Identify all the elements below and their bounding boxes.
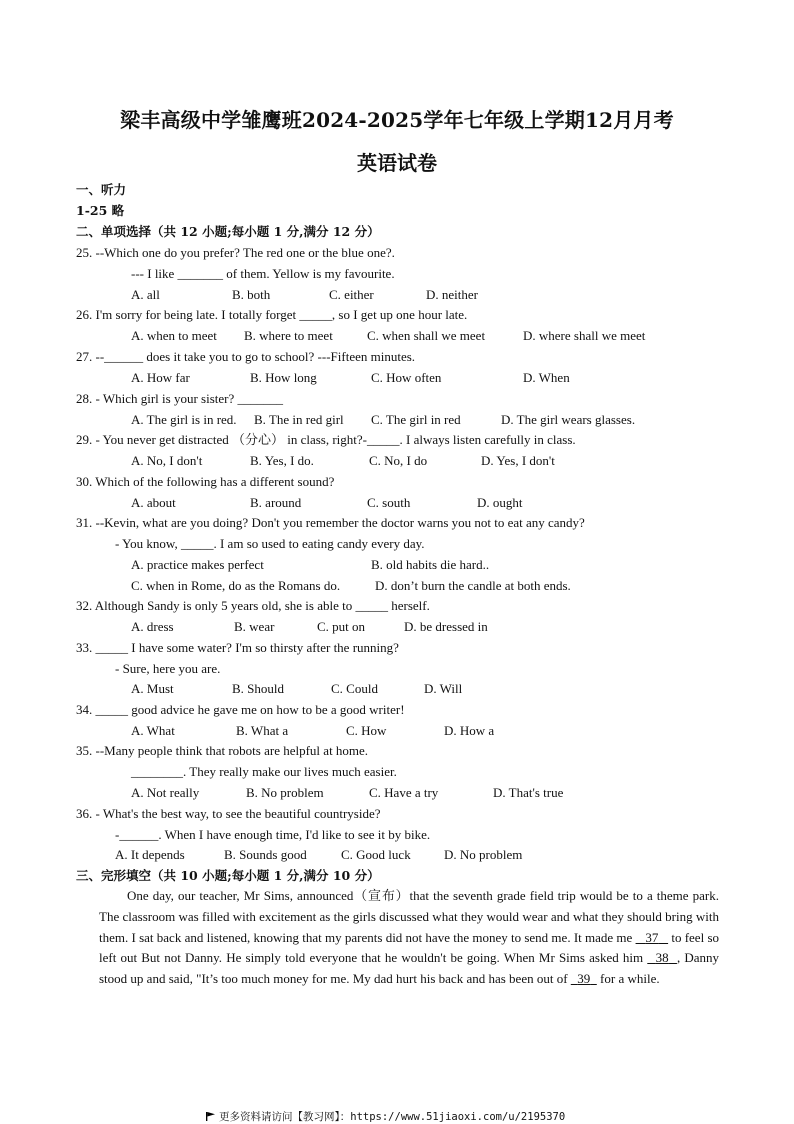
flag-icon bbox=[206, 1112, 215, 1121]
section1-heading: 一、听力 bbox=[76, 182, 127, 197]
question-29-option-a: A. No, I don't bbox=[131, 453, 203, 468]
question-36-option-d: D. No problem bbox=[444, 847, 523, 862]
question-25-option-d: D. neither bbox=[426, 287, 478, 302]
question-32-option-c: C. put on bbox=[317, 619, 366, 634]
question-30-option-d: D. ought bbox=[477, 495, 523, 510]
question-25-option-a: A. all bbox=[131, 287, 160, 302]
cloze-text-2: to feel so left out But not Danny. He simply told everyone that he wouldn't be going. When Mr Sims asked him bbox=[99, 929, 720, 966]
question-32-stem: 32. Although Sandy is only 5 years old, she is able to _____ herself. bbox=[76, 598, 430, 613]
question-32-option-a: A. dress bbox=[131, 619, 174, 634]
question-35-option-a: A. Not really bbox=[131, 785, 200, 800]
question-33-option-c: C. Could bbox=[331, 681, 378, 696]
question-31-option-c: C. when in Rome, do as the Romans do. bbox=[131, 578, 341, 593]
question-27-stem: 27. --______ does it take you to go to school? ---Fifteen minutes. bbox=[76, 349, 416, 364]
question-27-option-a: A. How far bbox=[131, 370, 190, 385]
question-34-option-a: A. What bbox=[131, 723, 175, 738]
question-36-option-b: B. Sounds good bbox=[224, 847, 307, 862]
question-33-option-d: D. Will bbox=[424, 681, 463, 696]
question-35-option-c: C. Have a try bbox=[369, 785, 439, 800]
question-26-option-b: B. where to meet bbox=[244, 328, 333, 343]
cloze-blank-38: 38 bbox=[655, 950, 669, 966]
question-30-option-a: A. about bbox=[131, 495, 176, 510]
exam-title: 梁丰高级中学雏鹰班2024-2025学年七年级上学期12月月考 bbox=[120, 108, 674, 132]
question-34-option-d: D. How a bbox=[444, 723, 495, 738]
question-26-option-a: A. when to meet bbox=[131, 328, 217, 343]
question-28-option-d: D. The girl wears glasses. bbox=[501, 412, 636, 427]
cloze-text-1: One day, our teacher, Mr Sims, announced（宣布）that the seventh grade field trip would be to a theme park. The classroom was filled with excitement as the girls discussed what they would wear and what they should bring with them. I sat back and listened, knowing that my parents did not have the money to send me. It made me bbox=[99, 888, 719, 945]
question-33-option-a: A. Must bbox=[131, 681, 174, 696]
question-36-reply: -______. When I have enough time, I'd like to see it by bike. bbox=[115, 827, 431, 842]
cloze-blank-37: 37 bbox=[645, 929, 659, 945]
footer-link[interactable] bbox=[206, 1109, 565, 1124]
question-30-option-b: B. around bbox=[250, 495, 302, 510]
question-28-option-b: B. The in red girl bbox=[254, 412, 344, 427]
exam-subtitle: 英语试卷 bbox=[357, 151, 437, 175]
question-31-stem: 31. --Kevin, what are you doing? Don't you remember the doctor warns you not to eat any candy? bbox=[76, 515, 585, 530]
section2-heading: 二、单项选择（共 12 小题;每小题 1 分,满分 12 分） bbox=[76, 224, 380, 239]
question-29-stem: 29. - You never get distracted （分心） in class, right?-_____. I always listen carefully in class. bbox=[76, 432, 576, 447]
question-32-option-d: D. be dressed in bbox=[404, 619, 488, 634]
question-35-option-b: B. No problem bbox=[246, 785, 324, 800]
question-26-option-c: C. when shall we meet bbox=[367, 328, 486, 343]
cloze-text-4: for a while. bbox=[596, 971, 660, 987]
question-26-stem: 26. I'm sorry for being late. I totally forget _____, so I get up one hour late. bbox=[76, 307, 468, 322]
cloze-paragraph bbox=[99, 886, 719, 990]
question-28-stem: 28. - Which girl is your sister? _______ bbox=[76, 391, 284, 406]
cloze-passage bbox=[99, 886, 719, 990]
question-32-option-b: B. wear bbox=[234, 619, 275, 634]
question-33-option-b: B. Should bbox=[232, 681, 285, 696]
question-25-stem: 25. --Which one do you prefer? The red one or the blue one?. bbox=[76, 245, 395, 260]
question-25-option-b: B. both bbox=[232, 287, 271, 302]
question-29-option-d: D. Yes, I don't bbox=[481, 453, 555, 468]
question-33-stem: 33. _____ I have some water? I'm so thirsty after the running? bbox=[76, 640, 399, 655]
question-36-stem: 36. - What's the best way, to see the beautiful countryside? bbox=[76, 806, 381, 821]
footer-text: 更多资料请访问【教习网】：https://www.51jiaoxi.com/u/2195370 bbox=[219, 1111, 566, 1123]
section1-note: 1-25 略 bbox=[76, 203, 125, 218]
question-26-option-d: D. where shall we meet bbox=[523, 328, 646, 343]
question-35-reply: ________. They really make our lives much easier. bbox=[131, 764, 397, 779]
question-36-option-a: A. It depends bbox=[115, 847, 185, 862]
question-31-reply: - You know, _____. I am so used to eating candy every day. bbox=[115, 536, 425, 551]
question-31-option-b: B. old habits die hard.. bbox=[371, 557, 490, 572]
question-36-option-c: C. Good luck bbox=[341, 847, 411, 862]
question-27-option-c: C. How often bbox=[371, 370, 442, 385]
question-34-stem: 34. _____ good advice he gave me on how to be a good writer! bbox=[76, 702, 405, 717]
question-35-stem: 35. --Many people think that robots are helpful at home. bbox=[76, 743, 369, 758]
question-28-option-a: A. The girl is in red. bbox=[131, 412, 237, 427]
question-35-option-d: D. That's true bbox=[493, 785, 564, 800]
question-28-option-c: C. The girl in red bbox=[371, 412, 461, 427]
question-31-option-a: A. practice makes perfect bbox=[131, 557, 264, 572]
question-34-option-b: B. What a bbox=[236, 723, 289, 738]
question-33-reply: - Sure, here you are. bbox=[115, 661, 221, 676]
question-30-option-c: C. south bbox=[367, 495, 411, 510]
question-25-reply: --- I like _______ of them. Yellow is my favourite. bbox=[131, 266, 395, 281]
question-31-option-d: D. don’t burn the candle at both ends. bbox=[375, 578, 571, 593]
question-29-option-b: B. Yes, I do. bbox=[250, 453, 314, 468]
question-34-option-c: C. How bbox=[346, 723, 387, 738]
question-29-option-c: C. No, I do bbox=[369, 453, 428, 468]
question-25-option-c: C. either bbox=[329, 287, 374, 302]
section3-heading: 三、完形填空（共 10 小题;每小题 1 分,满分 10 分） bbox=[76, 868, 380, 883]
question-27-option-b: B. How long bbox=[250, 370, 317, 385]
cloze-blank-39: 39 bbox=[577, 971, 591, 987]
question-30-stem: 30. Which of the following has a different sound? bbox=[76, 474, 335, 489]
cloze-text-3: , Danny stood up and said, "It’s too much money for me. My dad hurt his back and has been out of bbox=[99, 950, 720, 987]
question-27-option-d: D. When bbox=[523, 370, 570, 385]
